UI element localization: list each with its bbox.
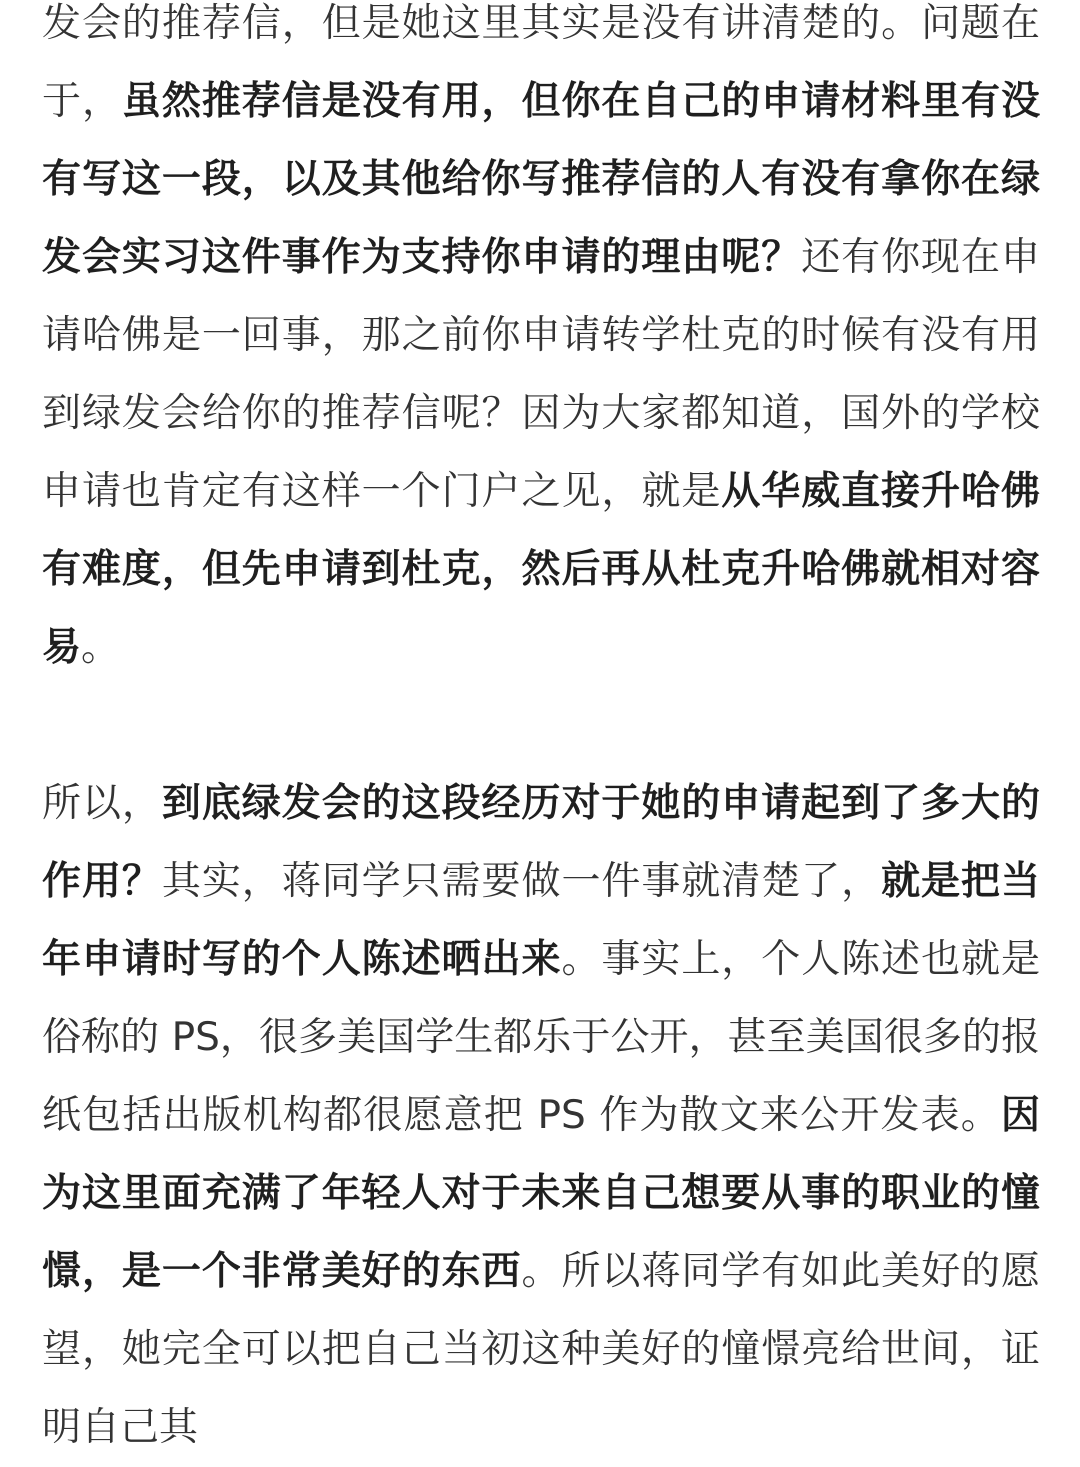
text-span: 还有你现在申请哈佛是一回事，那之前你申请转学杜克的时候有没有用到绿发会给你的推荐信呢？因为大家都知道，国外的学校申请也肯定有这样一个门户之见，就是 [42,235,1040,514]
text-span: 其实，蒋同学只需要做一件事就清楚了， [161,859,882,904]
text-span: 。 [81,625,121,670]
bold-text-span: 从华威直接升哈佛有难度，但先申请到杜克，然后再从杜克升哈佛就相对容易 [42,469,1040,670]
text-span: 所以， [42,781,162,826]
bold-text-span: 因为这里面充满了年轻人对于未来自己想要从事的职业的憧憬，是一个非常美好的东西 [42,1093,1040,1294]
text-span: 。事实上，个人陈述也就是俗称的 PS，很多美国学生都乐于公开，甚至美国很多的报纸包括出版机构都很愿意把 PS 作为散文来公开发表。 [42,937,1040,1138]
bold-text-span: 就是把当年申请时写的个人陈述晒出来 [42,859,1040,982]
paragraph-1 [42,0,1040,687]
text-span: 。所以蒋同学有如此美好的愿望，她完全可以把自己当初这种美好的憧憬亮给世间，证明自己其 [42,1249,1040,1450]
bold-text-span: 虽然推荐信是没有用，但你在自己的申请材料里有没有写这一段，以及其他给你写推荐信的人有没有拿你在绿发会实习这件事作为支持你申请的理由呢？ [42,79,1040,280]
article-body [42,0,1040,1467]
paragraph-2 [42,765,1040,1467]
text-span: 发会的推荐信，但是她这里其实是没有讲清楚的。问题在于， [42,1,1040,124]
bold-text-span: 到底绿发会的这段经历对于她的申请起到了多大的作用？ [42,781,1040,904]
